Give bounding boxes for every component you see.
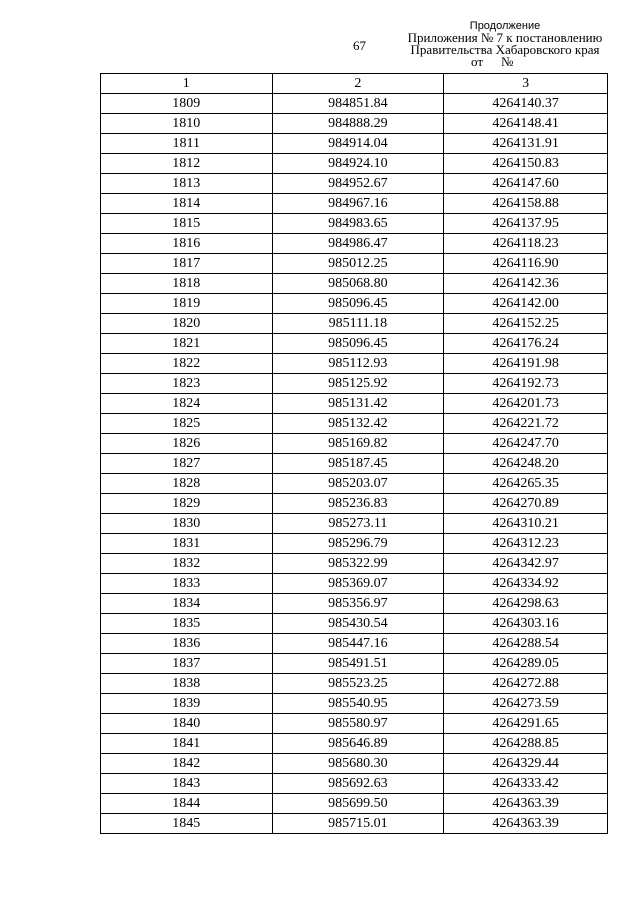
- x-coordinate-cell: 985715.01: [272, 814, 444, 834]
- table-row: [101, 514, 608, 534]
- table-row: [101, 634, 608, 654]
- x-coordinate-cell: 985369.07: [272, 574, 444, 594]
- point-number-cell: 1812: [101, 154, 273, 174]
- y-coordinate-cell: 4264273.59: [444, 694, 608, 714]
- y-coordinate-cell: 4264248.20: [444, 454, 608, 474]
- point-number-cell: 1827: [101, 454, 273, 474]
- table-row: [101, 94, 608, 114]
- point-number-cell: 1838: [101, 674, 273, 694]
- x-coordinate-cell: 985447.16: [272, 634, 444, 654]
- x-coordinate-cell: 984967.16: [272, 194, 444, 214]
- table-row: [101, 754, 608, 774]
- table-row: [101, 414, 608, 434]
- point-number-cell: 1825: [101, 414, 273, 434]
- x-coordinate-cell: 985296.79: [272, 534, 444, 554]
- y-coordinate-cell: 4264363.39: [444, 794, 608, 814]
- point-number-cell: 1810: [101, 114, 273, 134]
- x-coordinate-cell: 985112.93: [272, 354, 444, 374]
- y-coordinate-cell: 4264201.73: [444, 394, 608, 414]
- table-row: [101, 534, 608, 554]
- table-row: [101, 214, 608, 234]
- page-number: 67: [353, 38, 366, 53]
- x-coordinate-cell: 984888.29: [272, 114, 444, 134]
- point-number-cell: 1839: [101, 694, 273, 714]
- table-row: [101, 334, 608, 354]
- x-coordinate-cell: 985680.30: [272, 754, 444, 774]
- table-row: [101, 614, 608, 634]
- point-number-cell: 1809: [101, 94, 273, 114]
- point-number-cell: 1829: [101, 494, 273, 514]
- point-number-cell: 1823: [101, 374, 273, 394]
- y-coordinate-cell: 4264150.83: [444, 154, 608, 174]
- table-row: [101, 714, 608, 734]
- y-coordinate-cell: 4264333.42: [444, 774, 608, 794]
- x-coordinate-cell: 985692.63: [272, 774, 444, 794]
- table-row: [101, 194, 608, 214]
- point-number-cell: 1833: [101, 574, 273, 594]
- y-coordinate-cell: 4264148.41: [444, 114, 608, 134]
- y-coordinate-cell: 4264272.88: [444, 674, 608, 694]
- x-coordinate-cell: 985580.97: [272, 714, 444, 734]
- table-row: [101, 734, 608, 754]
- x-coordinate-cell: 985273.11: [272, 514, 444, 534]
- point-number-cell: 1832: [101, 554, 273, 574]
- x-coordinate-cell: 985203.07: [272, 474, 444, 494]
- x-coordinate-cell: 985699.50: [272, 794, 444, 814]
- point-number-cell: 1819: [101, 294, 273, 314]
- from-label: от: [471, 54, 484, 69]
- y-coordinate-cell: 4264118.23: [444, 234, 608, 254]
- table-row: [101, 274, 608, 294]
- point-number-cell: 1835: [101, 614, 273, 634]
- point-number-cell: 1816: [101, 234, 273, 254]
- continuation-label: Продолжение: [469, 20, 541, 32]
- x-coordinate-cell: 984851.84: [272, 94, 444, 114]
- point-number-cell: 1830: [101, 514, 273, 534]
- coordinates-table: [100, 73, 608, 834]
- x-coordinate-cell: 985322.99: [272, 554, 444, 574]
- y-coordinate-cell: 4264116.90: [444, 254, 608, 274]
- x-coordinate-cell: 985169.82: [272, 434, 444, 454]
- table-row: [101, 814, 608, 834]
- x-coordinate-cell: 985068.80: [272, 274, 444, 294]
- table-row: [101, 354, 608, 374]
- x-coordinate-cell: 985012.25: [272, 254, 444, 274]
- x-coordinate-cell: 985356.97: [272, 594, 444, 614]
- y-coordinate-cell: 4264152.25: [444, 314, 608, 334]
- y-coordinate-cell: 4264288.54: [444, 634, 608, 654]
- y-coordinate-cell: 4264147.60: [444, 174, 608, 194]
- table-row: [101, 374, 608, 394]
- appendix-line-2: Правительства Хабаровского края: [410, 42, 600, 57]
- point-number-cell: 1824: [101, 394, 273, 414]
- y-coordinate-cell: 4264270.89: [444, 494, 608, 514]
- table-row: [101, 454, 608, 474]
- point-number-cell: 1826: [101, 434, 273, 454]
- table-row: [101, 694, 608, 714]
- y-coordinate-cell: 4264247.70: [444, 434, 608, 454]
- x-coordinate-cell: 985540.95: [272, 694, 444, 714]
- y-coordinate-cell: 4264191.98: [444, 354, 608, 374]
- x-coordinate-cell: 985491.51: [272, 654, 444, 674]
- point-number-cell: 1844: [101, 794, 273, 814]
- y-coordinate-cell: 4264298.63: [444, 594, 608, 614]
- y-coordinate-cell: 4264192.73: [444, 374, 608, 394]
- table-row: [101, 114, 608, 134]
- point-number-cell: 1831: [101, 534, 273, 554]
- y-coordinate-cell: 4264289.05: [444, 654, 608, 674]
- point-number-cell: 1828: [101, 474, 273, 494]
- y-coordinate-cell: 4264137.95: [444, 214, 608, 234]
- point-number-cell: 1815: [101, 214, 273, 234]
- point-number-cell: 1822: [101, 354, 273, 374]
- y-coordinate-cell: 4264140.37: [444, 94, 608, 114]
- column-header-1: 1: [101, 74, 273, 94]
- table-row: [101, 254, 608, 274]
- table-row: [101, 394, 608, 414]
- y-coordinate-cell: 4264310.21: [444, 514, 608, 534]
- table-row: [101, 434, 608, 454]
- x-coordinate-cell: 985131.42: [272, 394, 444, 414]
- x-coordinate-cell: 984983.65: [272, 214, 444, 234]
- x-coordinate-cell: 984952.67: [272, 174, 444, 194]
- table-row: [101, 794, 608, 814]
- point-number-cell: 1837: [101, 654, 273, 674]
- table-row: [101, 294, 608, 314]
- y-coordinate-cell: 4264131.91: [444, 134, 608, 154]
- x-coordinate-cell: 985125.92: [272, 374, 444, 394]
- point-number-cell: 1811: [101, 134, 273, 154]
- x-coordinate-cell: 985523.25: [272, 674, 444, 694]
- x-coordinate-cell: 985646.89: [272, 734, 444, 754]
- table-header-row: [101, 74, 608, 94]
- point-number-cell: 1820: [101, 314, 273, 334]
- point-number-cell: 1841: [101, 734, 273, 754]
- table-row: [101, 554, 608, 574]
- table-row: [101, 494, 608, 514]
- point-number-cell: 1814: [101, 194, 273, 214]
- y-coordinate-cell: 4264363.39: [444, 814, 608, 834]
- table-row: [101, 134, 608, 154]
- y-coordinate-cell: 4264158.88: [444, 194, 608, 214]
- point-number-cell: 1821: [101, 334, 273, 354]
- signature-line: [405, 56, 605, 68]
- x-coordinate-cell: 985096.45: [272, 334, 444, 354]
- table-row: [101, 674, 608, 694]
- point-number-cell: 1813: [101, 174, 273, 194]
- column-header-2: 2: [272, 74, 444, 94]
- table-row: [101, 574, 608, 594]
- y-coordinate-cell: 4264329.44: [444, 754, 608, 774]
- point-number-cell: 1818: [101, 274, 273, 294]
- x-coordinate-cell: 985430.54: [272, 614, 444, 634]
- y-coordinate-cell: 4264303.16: [444, 614, 608, 634]
- appendix-header: [405, 20, 605, 68]
- table-row: [101, 774, 608, 794]
- appendix-line-1: Приложения № 7 к постановлению: [407, 30, 603, 45]
- number-label: №: [501, 54, 514, 69]
- table-row: [101, 234, 608, 254]
- x-coordinate-cell: 984924.10: [272, 154, 444, 174]
- y-coordinate-cell: 4264288.85: [444, 734, 608, 754]
- x-coordinate-cell: 985236.83: [272, 494, 444, 514]
- point-number-cell: 1834: [101, 594, 273, 614]
- table-row: [101, 474, 608, 494]
- x-coordinate-cell: 985132.42: [272, 414, 444, 434]
- point-number-cell: 1836: [101, 634, 273, 654]
- column-header-3: 3: [444, 74, 608, 94]
- y-coordinate-cell: 4264291.65: [444, 714, 608, 734]
- point-number-cell: 1840: [101, 714, 273, 734]
- y-coordinate-cell: 4264142.00: [444, 294, 608, 314]
- y-coordinate-cell: 4264142.36: [444, 274, 608, 294]
- y-coordinate-cell: 4264221.72: [444, 414, 608, 434]
- point-number-cell: 1842: [101, 754, 273, 774]
- table-row: [101, 594, 608, 614]
- y-coordinate-cell: 4264334.92: [444, 574, 608, 594]
- y-coordinate-cell: 4264176.24: [444, 334, 608, 354]
- table-body: [101, 94, 608, 834]
- x-coordinate-cell: 985187.45: [272, 454, 444, 474]
- y-coordinate-cell: 4264342.97: [444, 554, 608, 574]
- table-row: [101, 654, 608, 674]
- x-coordinate-cell: 985111.18: [272, 314, 444, 334]
- point-number-cell: 1845: [101, 814, 273, 834]
- table-row: [101, 314, 608, 334]
- point-number-cell: 1843: [101, 774, 273, 794]
- y-coordinate-cell: 4264265.35: [444, 474, 608, 494]
- table-row: [101, 174, 608, 194]
- x-coordinate-cell: 985096.45: [272, 294, 444, 314]
- table-row: [101, 154, 608, 174]
- x-coordinate-cell: 984986.47: [272, 234, 444, 254]
- y-coordinate-cell: 4264312.23: [444, 534, 608, 554]
- x-coordinate-cell: 984914.04: [272, 134, 444, 154]
- point-number-cell: 1817: [101, 254, 273, 274]
